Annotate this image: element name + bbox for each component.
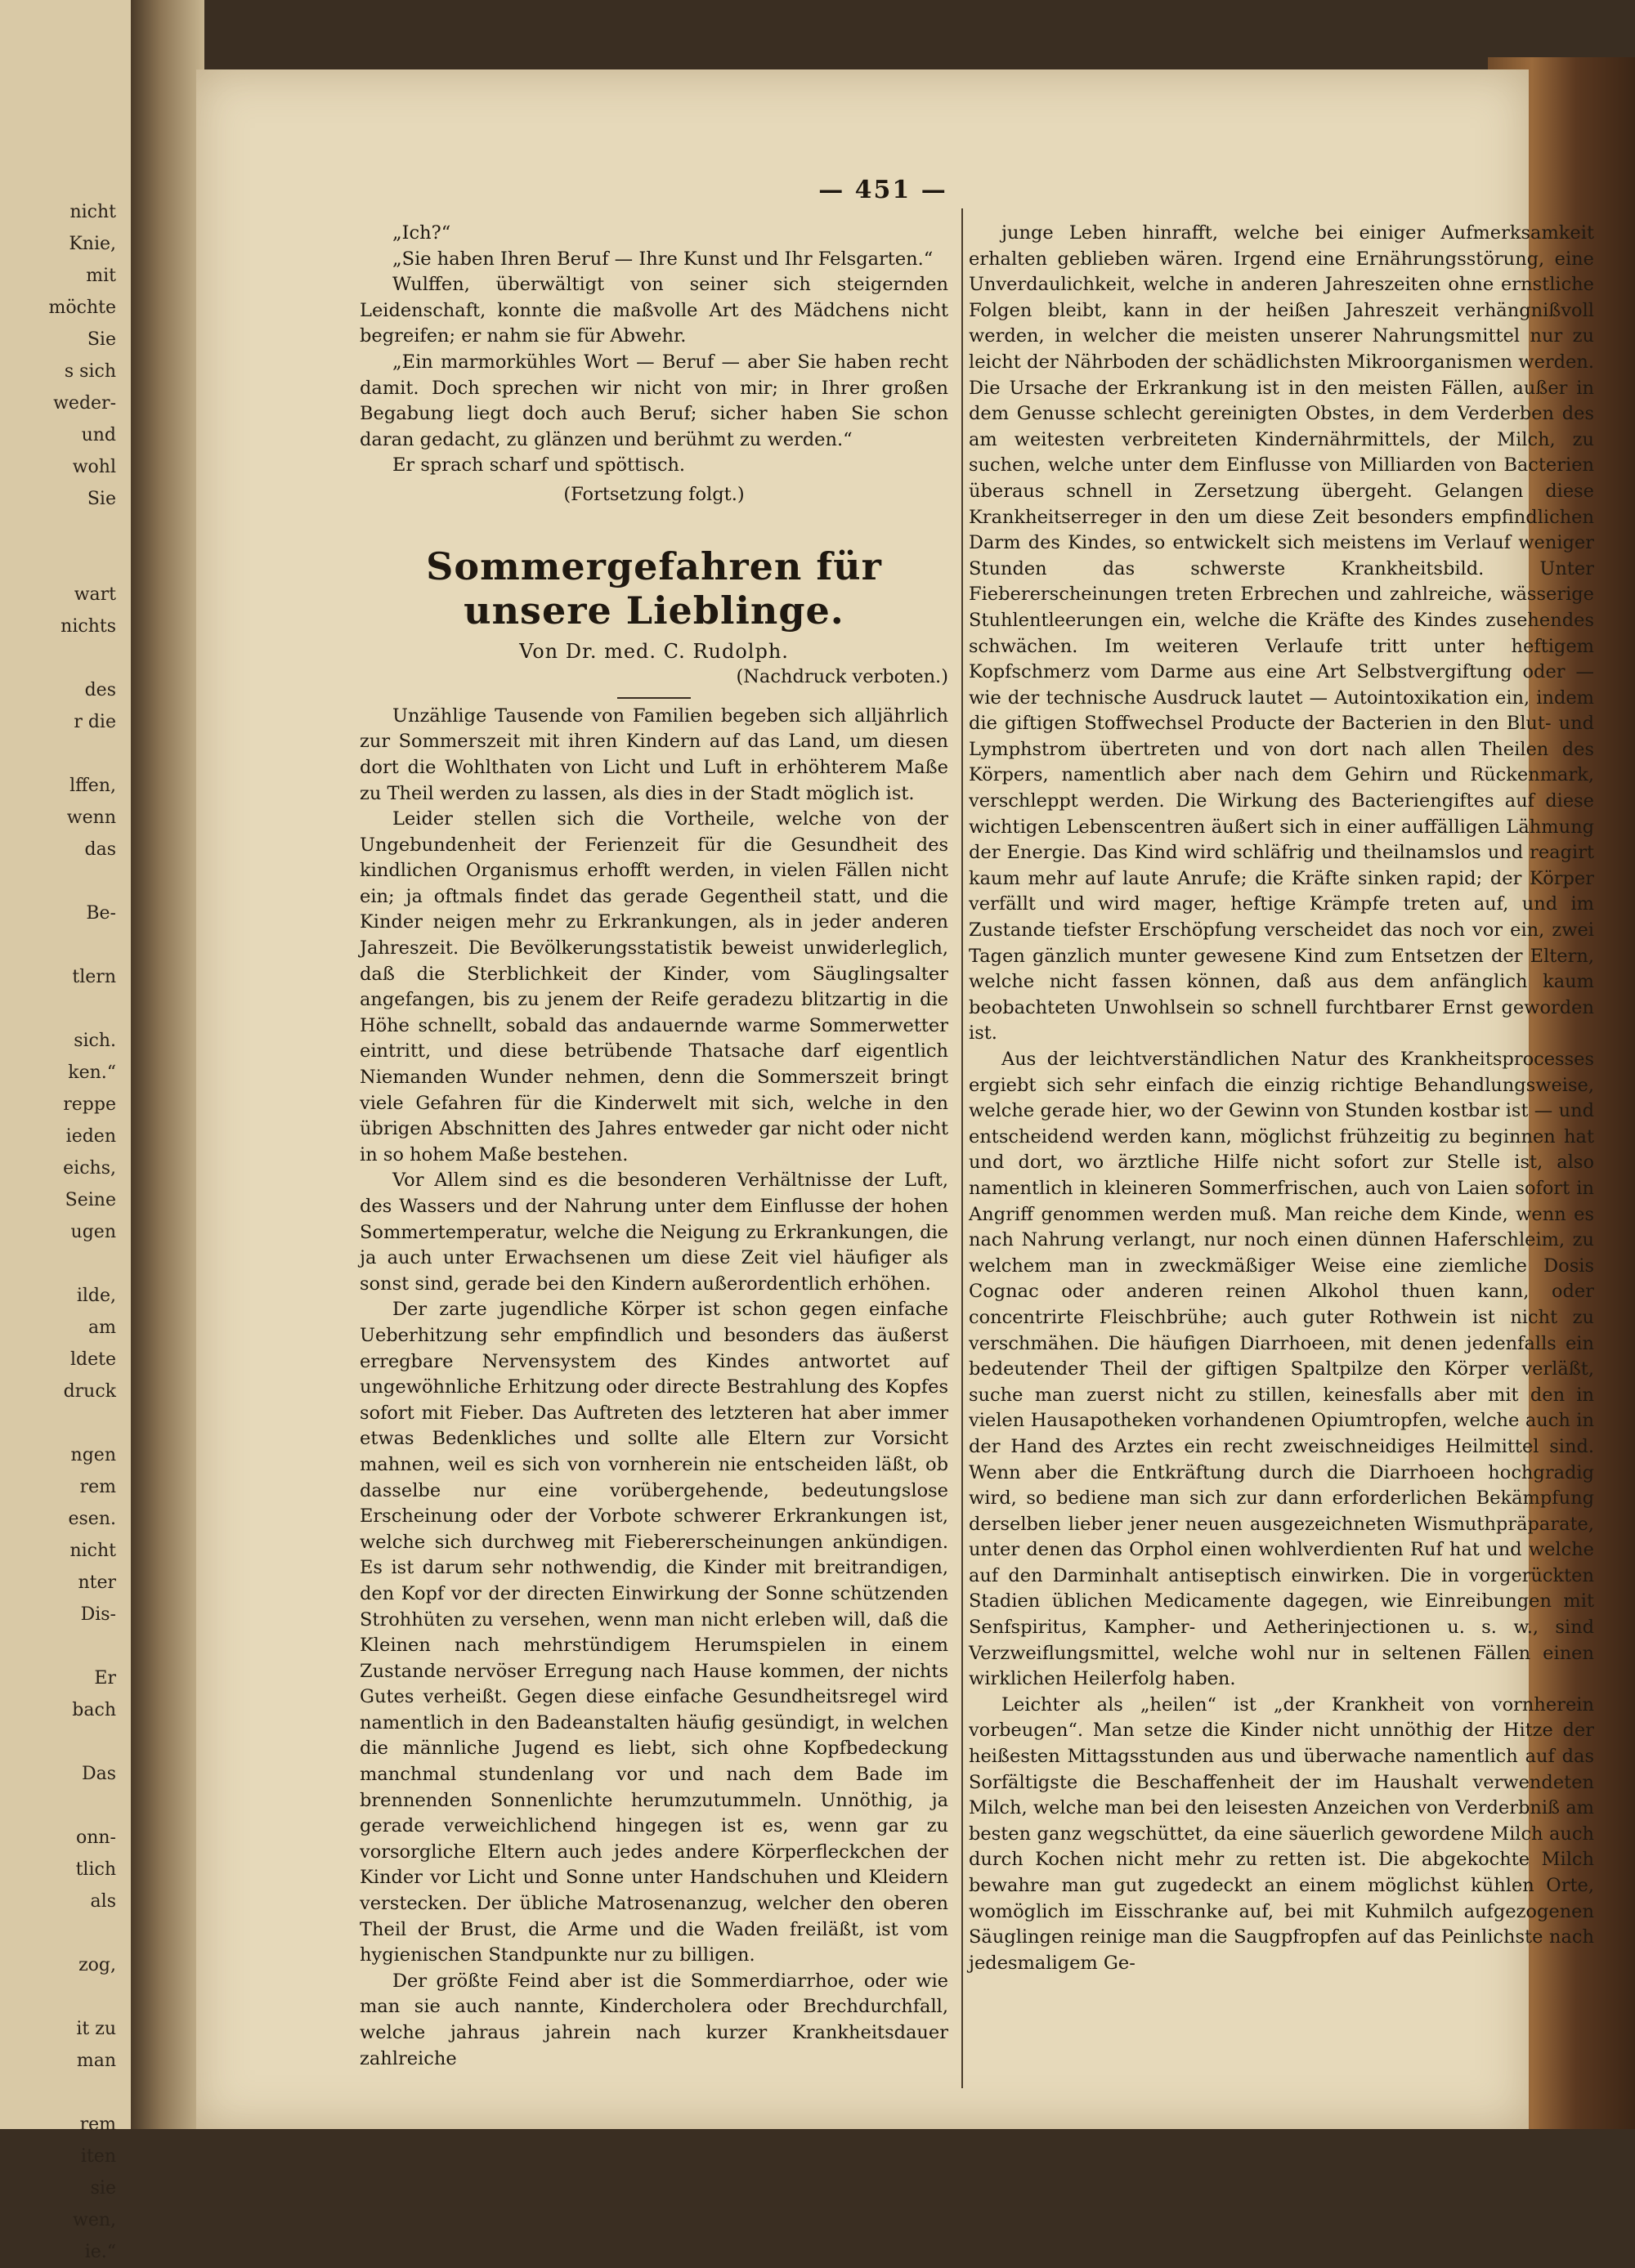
- left-page-fragment: mit: [86, 266, 116, 286]
- left-page-fragment: ugen: [70, 1222, 116, 1242]
- left-page-fragment: weder-: [53, 393, 116, 414]
- left-page-fragment: zog,: [78, 1955, 116, 1975]
- left-page-fragment: [10, 1248, 116, 1280]
- article-paragraph: junge Leben hinrafft, welche bei einiger Aufmerksamkeit erhalten geblieben wären. Irgend eine Ernährungsstörung, eine Unverdaulichkeit, welche in anderen Jahreszeiten ohne ernstliche Folgen bleibt, kann in der heißen Jahreszeit verhängnißvoll werden, in welcher die meisten unserer Nahrungsmittel nur zu leicht der Nährboden der schädlichsten Mikroorganismen werden. Die Ursache der Erkrankung ist in den meisten Fällen, außer in dem Genusse schlecht gereinigten Obstes, in dem Verderben des am weitesten verbreiteten Kindernährmittels, der Milch, zu suchen, welche unter dem Einflusse von Milliarden von Bacterien überaus schnell in Zersetzung übergeht. Gelangen diese Krankheitserreger in den um diese Zeit besonders empfindlichen Darm des Kindes, so entwickelt sich meistens im Verlauf weniger Stunden das schwerste Krankheitsbild. Unter Fiebererscheinungen treten Erbrechen und zahlreiche, wässerige Stuhlentleerungen ein, welche die Kräfte des Kindes zusehendes schwächen. Im weiteren Verlaufe tritt unter heftigem Kopfschmerz vom Darme aus eine Art Selbstvergiftung oder — wie der technische Ausdruck lautet — Autointoxikation ein, indem die giftigen Stoffwechsel Producte der Bacterien in den Blut- und Lymphstrom übertreten und von dort nach allen Theilen des Körpers, namentlich aber nach dem Gehirn und Rückenmark, verschleppt werden. Die Wirkung des Bacteriengiftes auf diese wichtigen Lebenscentren äußert sich in einer auffälligen Lähmung der Energie. Das Kind wird schläfrig und theilnamslos und reagirt kaum mehr auf laute Anrufe; die Kräfte sinken rapid; der Körper verfällt und wird mager, heftige Krämpfe treten auf, und im Zustande tiefster Erschöpfung verscheidet das noch vor ein, zwei Tagen gänzlich munter gewesene Kind zum Entsetzen der Eltern, welche nicht fassen können, daß aus dem anfänglich kaum beobachteten Unwohlsein so schnell furchtbarer Ernst geworden ist.: [969, 222, 1594, 1045]
- left-page-fragment: Seine: [65, 1190, 116, 1210]
- left-page-fragment: Das: [81, 1764, 116, 1784]
- left-page-fragment: das: [84, 839, 116, 860]
- left-page-fragment: it zu: [76, 2019, 116, 2039]
- left-page-fragment: ldete: [70, 1349, 116, 1370]
- left-page-fragment: rem: [79, 2114, 116, 2135]
- story-paragraph: „Ein marmorkühles Wort — Beruf — aber Sie haben recht damit. Doch sprechen wir nicht von mir; in Ihrer großen Begabung liegt doch auch Beruf; sicher haben Sie schon daran gedacht, zu glänzen und berühmt zu werden.“: [360, 351, 948, 450]
- left-page-fragment: als: [90, 1891, 116, 1912]
- article-paragraph: Unzählige Tausende von Familien begeben sich alljährlich zur Sommerszeit mit ihren Kindern auf das Land, um diesen dort die Wohlthaten von Licht und Luft in erhöhterem Maße zu Theil werden zu lassen, als dies in der Stadt möglich ist.: [360, 705, 948, 804]
- continuation-note: (Fortsetzung folgt.): [563, 483, 745, 505]
- left-page-fragment: [10, 1981, 116, 2013]
- left-page-fragment: [10, 866, 116, 897]
- article-paragraph: Aus der leichtverständlichen Natur des Krankheitsprocesses ergiebt sich sehr einfach die einzig richtige Behandlungsweise, welche gerade hier, wo der Gewinn von Stunden kostbar ist — und entscheidend werden kann, möglichst frühzeitig zu beginnen hat und dort, wo ärztliche Hilfe nicht sofort zur Stelle ist, also namentlich in kleineren Sommerfrischen, auch von Laien sofort in Angriff genommen werden muß. Man reiche dem Kinde, wenn es nach Nahrung verlangt, nur noch einen dünnen Haferschleim, zu welchem man in zweckmäßiger Weise eine ziemliche Dosis Cognac oder anderen reinen Alkohol thuen kann, oder concentrirte Fleischbrühe; auch guter Rothwein ist nicht zu verschmähen. Die häufigen Diarrhoeen, mit denen jedenfalls ein bedeutender Theil der giftigen Spaltpilze den Körper verläßt, suche man zuerst nicht zu stillen, keinesfalls aber mit den in vielen Hausapotheken vorhandenen Opiumtropfen, welche auch in der Hand des Arztes ein recht zweischneidiges Heilmittel sind. Wenn aber die Entkräftung durch die Diarrhoeen hochgradig wird, so bediene man sich zur dann erforderlichen Bekämpfung derselben lieber jener neuen ausgezeichneten Wismuthpräparate, unter denen das Orphol einen wohlverdienten Ruf hat und welche auf den Darminhalt antiseptisch einwirken. Die in vorgerückten Stadien üblichen Medicamente dagegen, wie Einreibungen mit Senfspiritus, Kampher- und Aetherinjectionen u. s. w., sind Verzweiflungsmittel, welche wohl nur in seltenen Fällen einen wirklichen Heilerfolg haben.: [969, 1049, 1594, 1690]
- left-page-fragment: r die: [74, 712, 116, 732]
- left-page-fragment: Be-: [86, 903, 116, 924]
- story-paragraph: „Ich?“: [392, 222, 451, 244]
- article-paragraph: Leichter als „heilen“ ist „der Krankheit von vornherein vorbeugen“. Man setze die Kinder nicht unnöthig der Hitze der heißesten Mittagsstunden aus und überwache namentlich auf das Sorfältigste die Beschaffenheit der im Haushalt verwendeten Milch, welche man bei den leisesten Anzeichen von Verderbniß am besten ganz wegschüttet, da eine säuerlich gewordene Milch auch durch Kochen nicht mehr zu retten ist. Die abgekochte Milch bewahre man gut zugedeckt an einem möglichst kühlen Orte, womöglich im Eisschranke auf, bei mit Kuhmilch aufgezogenen Säuglingen reinige man die Saugpfropfen auf das Peinlichste nach jedesmaligem Ge-: [969, 1693, 1594, 1974]
- left-page-fragment: ken.“: [68, 1062, 116, 1083]
- left-page-fragment: man: [76, 2051, 116, 2071]
- left-page-fragment: [10, 515, 116, 547]
- left-page-fragment: nicht: [69, 1541, 116, 1561]
- article-body-continued: [969, 221, 1594, 1976]
- left-page-fragment: möchte: [48, 297, 116, 318]
- article-body: [360, 704, 948, 2072]
- left-page-fragment: sich.: [74, 1031, 116, 1051]
- left-page-fragments: [10, 196, 116, 2268]
- left-page-fragment: [10, 929, 116, 961]
- left-page-fragment: [10, 993, 116, 1025]
- left-page-fragment: esen.: [68, 1509, 116, 1529]
- book-gutter: [131, 0, 204, 2129]
- page-number: — 451 —: [818, 176, 947, 204]
- story-paragraph: Er sprach scharf und spöttisch.: [392, 454, 686, 476]
- left-page-fragment: und: [81, 425, 116, 445]
- right-column: [969, 221, 1594, 1976]
- left-page-fragment: Sie: [87, 489, 116, 509]
- article-title: Sommergefahren für unsere Lieblinge.: [426, 544, 882, 633]
- left-page-fragment: wenn: [66, 807, 116, 828]
- left-page-fragment: ngen: [70, 1445, 116, 1465]
- left-page-fragment: Dis-: [80, 1604, 116, 1625]
- left-page-fragment: sie: [90, 2178, 116, 2199]
- story-continuation: [360, 221, 948, 479]
- left-page-fragment: nicht: [69, 202, 116, 222]
- left-page-fragment: ieden: [65, 1126, 116, 1147]
- story-paragraph: „Sie haben Ihren Beruf — Ihre Kunst und Ihr Felsgarten.“: [392, 248, 934, 270]
- left-page-fragment: [10, 2077, 116, 2109]
- article-paragraph: Der zarte jugendliche Körper ist schon gegen einfache Ueberhitzung sehr empfindlich und besonders das äußerst erregbare Nervensystem des Kindes antwortet auf ungewöhnliche Erhitzung oder directe Bestrahlung des Kopfes sofort mit Fieber. Das Auftreten des letzteren hat aber immer etwas Bedenkliches und sollte alle Eltern zur Vorsicht mahnen, weil es sich von vornherein nie entscheiden läßt, ob dasselbe nur eine vorübergehende, bedeutungslose Erscheinung oder der Vorbote schwerer Erkrankungen ist, welche sich durchweg mit Fiebererscheinungen ankündigen. Es ist darum sehr nothwendig, die Kinder mit breitrandigen, den Kopf vor der directen Einwirkung der Sonne schützenden Strohhüten zu versehen, wenn man nicht erleben will, daß die Kleinen nach mehrstündigem Herumspielen in einem Zustande nervöser Erregung nach Hause kommen, der nichts Gutes verheißt. Gegen diese einfache Gesundheitsregel wird namentlich in den Badeanstalten häufig gesündigt, in welchen die männliche Jugend es liebt, sich ohne Kopfbedeckung manchmal stundenlang vor und nach dem Bade im brennenden Sonnenlichte herumzutummeln. Unnöthig, ja gerade verweichlichend hingegen ist es, wenn gar zu vorsorgliche Eltern auch jedes andere Körperfleckchen der Kinder vor Licht und Sonne unter Handschuhen und Kleidern verstecken. Der übliche Matrosenanzug, welcher den oberen Theil der Brust, die Arme und die Waden freiläßt, ist vom hygienischen Standpunkte nur zu billigen.: [360, 1299, 948, 1966]
- left-page-fragment: Er: [94, 1668, 116, 1689]
- short-rule: [617, 697, 691, 699]
- left-column: [360, 221, 948, 2072]
- left-page-fragment: nichts: [60, 616, 116, 637]
- left-page-fragment: wen,: [72, 2210, 116, 2230]
- left-page-fragment: [10, 738, 116, 770]
- left-page-fragment: bach: [72, 1700, 116, 1720]
- left-page-fragment: des: [84, 680, 116, 700]
- left-page-fragment: wohl: [72, 457, 116, 477]
- left-page-fragment: reppe: [63, 1094, 116, 1115]
- left-page-fragment: [10, 642, 116, 674]
- left-page-fragment: Sie: [87, 329, 116, 350]
- left-page-fragment: wart: [74, 584, 116, 605]
- left-page-fragment: ilde,: [76, 1286, 116, 1306]
- left-page-fragment: ie.“: [84, 2242, 116, 2262]
- left-page-fragment: tlich: [75, 1859, 116, 1880]
- left-page-fragment: [10, 1726, 116, 1758]
- left-page-fragment: rem: [79, 1477, 116, 1497]
- article-byline: Von Dr. med. C. Rudolph.: [519, 639, 789, 663]
- article-paragraph: Der größte Feind aber ist die Sommerdiarrhoe, oder wie man sie auch nannte, Kindercholera oder Brechdurchfall, welche jahraus jahrein nach kurzer Krankheitsdauer zahlreiche: [360, 1970, 948, 2069]
- adjacent-left-page: [0, 0, 134, 2262]
- page: [196, 69, 1594, 2129]
- left-page-fragment: [10, 1917, 116, 1949]
- article-paragraph: Leider stellen sich die Vortheile, welche von der Ungebundenheit der Ferienzeit für die Gesundheit des kindlichen Organismus erhofft werden, in vielen Fällen nicht ein; ja oftmals findet das gerade Gegentheil statt, und die Kinder neigen mehr zu Erkrankungen, als in jeder anderen Jahreszeit. Die Bevölkerungsstatistik beweist unwiderleglich, daß die Sterblichkeit der Kinder, vom Säuglingsalter angefangen, bis zu jenem der Reife geradezu blitzartig in die Höhe schnellt, sobald das andauernde warme Sommerwetter eintritt, und diese betrübende Thatsache darf eigentlich Niemanden Wunder nehmen, denn die Sommerszeit bringt viele Gefahren für die Kinderwelt mit sich, welche in den übrigen Abschnitten des Jahres entweder gar nicht oder nicht in so hohem Maße bestehen.: [360, 808, 948, 1165]
- left-page-fragment: nter: [78, 1572, 116, 1593]
- left-page-fragment: druck: [63, 1381, 116, 1402]
- reprint-notice: (Nachdruck verboten.): [736, 666, 948, 688]
- column-divider: [961, 208, 963, 2088]
- left-page-fragment: [10, 1407, 116, 1439]
- left-page-fragment: onn-: [75, 1827, 116, 1848]
- left-page-fragment: [10, 547, 116, 579]
- left-page-fragment: lffen,: [69, 776, 116, 796]
- left-page-fragment: tlern: [72, 967, 116, 987]
- left-page-fragment: [10, 1631, 116, 1662]
- left-page-fragment: [10, 1790, 116, 1822]
- left-page-fragment: am: [88, 1317, 116, 1338]
- article-paragraph: Vor Allem sind es die besonderen Verhältnisse der Luft, des Wassers und der Nahrung unter dem Einflusse der hohen Sommertemperatur, welche die Neigung zu Erkrankungen, die ja auch unter Erwachsenen um diese Zeit viel häufiger als sonst sind, gerade bei den Kindern außerordentlich erhöhen.: [360, 1170, 948, 1295]
- left-page-fragment: eichs,: [63, 1158, 116, 1179]
- left-page-fragment: s sich: [64, 361, 116, 382]
- story-paragraph: Wulffen, überwältigt von seiner sich steigernden Leidenschaft, konnte die maßvolle Art des Mädchens nicht begreifen; er nahm sie für Abwehr.: [360, 274, 948, 347]
- left-page-fragment: Knie,: [69, 234, 116, 254]
- left-page-fragment: iten: [80, 2146, 116, 2167]
